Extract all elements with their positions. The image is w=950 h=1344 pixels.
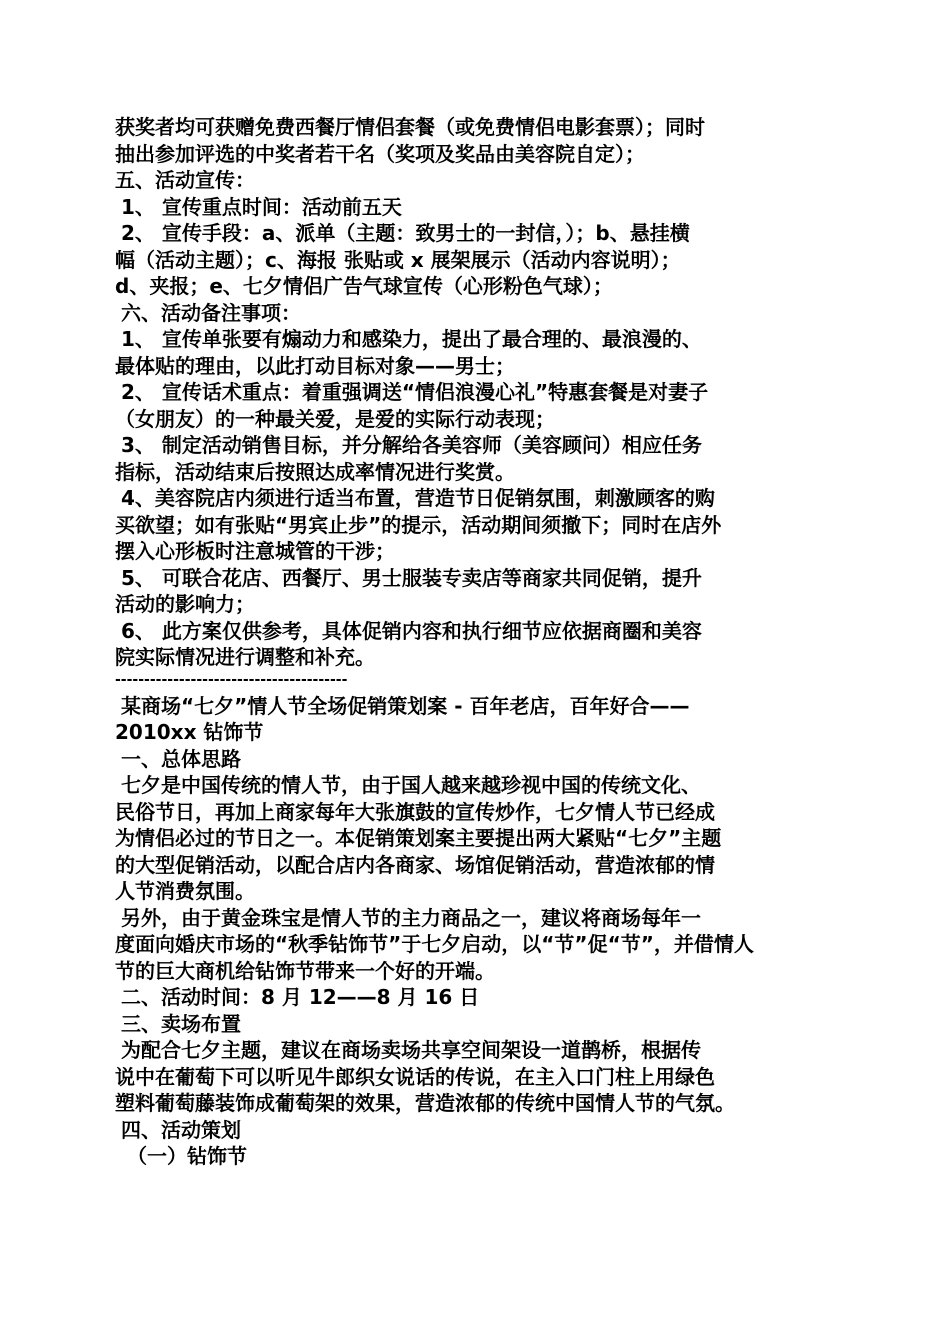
section-heading: 四、活动策划: [121, 1117, 241, 1142]
text-line: 院实际情况进行调整和补充。: [115, 645, 375, 669]
paragraph-line: 七夕是中国传统的情人节，由于国人越来越珍视中国的传统文化、: [121, 773, 701, 797]
separator-line: ----------------------------------------: [115, 671, 348, 688]
section-heading: 二、活动时间：8 月 12——8 月 16 日: [121, 985, 480, 1009]
list-item: 2、 宣传手段：a、派单（主题：致男士的一封信，）；b、悬挂横: [121, 221, 690, 245]
paragraph-line: 另外，由于黄金珠宝是情人节的主力商品之一，建议将商场每年一: [121, 905, 701, 930]
text-line: 活动的影响力；: [115, 592, 255, 616]
text-line: 获奖者均可获赠免费西餐厅情侣套餐（或免费情侣电影套票）；同时: [115, 115, 705, 139]
paragraph-line: 人节消费氛围。: [115, 879, 255, 903]
list-item: 2、 宣传话术重点：着重强调送“情侣浪漫心礼”特惠套餐是对妻子: [121, 380, 709, 404]
section-heading: 三、卖场布置: [121, 1011, 241, 1036]
text-line: d、夹报；e、七夕情侣广告气球宣传（心形粉色气球）；: [115, 274, 613, 298]
text-line: 买欲望；如有张贴“男宾止步”的提示，活动期间须撤下；同时在店外: [115, 512, 722, 537]
paragraph-line: 民俗节日，再加上商家每年大张旗鼓的宣传炒作，七夕情人节已经成: [115, 799, 715, 824]
text-line: （女朋友）的一种最关爱，是爱的实际行动表现；: [115, 406, 555, 431]
paragraph-line: 为配合七夕主题，建议在商场卖场共享空间架设一道鹊桥，根据传: [121, 1038, 701, 1062]
list-item: 4、美容院店内须进行适当布置，营造节日促销氛围，刺激顾客的购: [121, 486, 715, 510]
document-title-continued: 2010xx 钻饰节: [115, 720, 264, 744]
paragraph-line: 说中在葡萄下可以听见牛郎织女说话的传说，在主入口门柱上用绿色: [115, 1064, 715, 1089]
list-item: 1、 宣传重点时间：活动前五天: [121, 194, 402, 219]
text-line: 最体贴的理由，以此打动目标对象——男士；: [115, 353, 515, 378]
list-item: 6、 此方案仅供参考，具体促销内容和执行细节应依据商圈和美容: [121, 618, 702, 643]
document-title: 某商场“七夕”情人节全场促销策划案 - 百年老店，百年好合——: [121, 693, 690, 718]
text-line: 抽出参加评选的中奖者若干名（奖项及奖品由美容院自定）；: [115, 141, 645, 166]
subsection-heading: （一）钻饰节: [127, 1144, 247, 1168]
paragraph-line: 塑料葡萄藤装饰成葡萄架的效果，营造浓郁的传统中国情人节的气氛。: [115, 1091, 735, 1115]
paragraph-line: 度面向婚庆市场的“秋季钻饰节”于七夕启动，以“节”促“节”，并借情人: [115, 932, 754, 956]
list-item: 3、 制定活动销售目标，并分解给各美容师（美容顾问）相应任务: [121, 433, 702, 457]
list-item: 1、 宣传单张要有煽动力和感染力，提出了最合理的、最浪漫的、: [121, 327, 702, 351]
paragraph-line: 节的巨大商机给钻饰节带来一个好的开端。: [115, 958, 495, 983]
paragraph-line: 为情侣必过的节日之一。本促销策划案主要提出两大紧贴“七夕”主题: [115, 826, 722, 850]
text-line: 指标，活动结束后按照达成率情况进行奖赏。: [115, 459, 515, 484]
section-heading: 五、活动宣传：: [115, 168, 255, 192]
text-line: 幅（活动主题）；c、海报 张贴或 x 展架展示（活动内容说明）；: [115, 247, 681, 272]
paragraph-line: 的大型促销活动，以配合店内各商家、场馆促销活动，营造浓郁的情: [115, 852, 715, 877]
list-item: 5、 可联合花店、西餐厅、男士服装专卖店等商家共同促销，提升: [121, 565, 702, 590]
text-line: 摆入心形板时注意城管的干涉；: [115, 539, 395, 563]
section-heading: 六、活动备注事项：: [121, 300, 301, 325]
document-page: [115, 114, 855, 1170]
section-heading: 一、总体思路: [121, 746, 241, 771]
